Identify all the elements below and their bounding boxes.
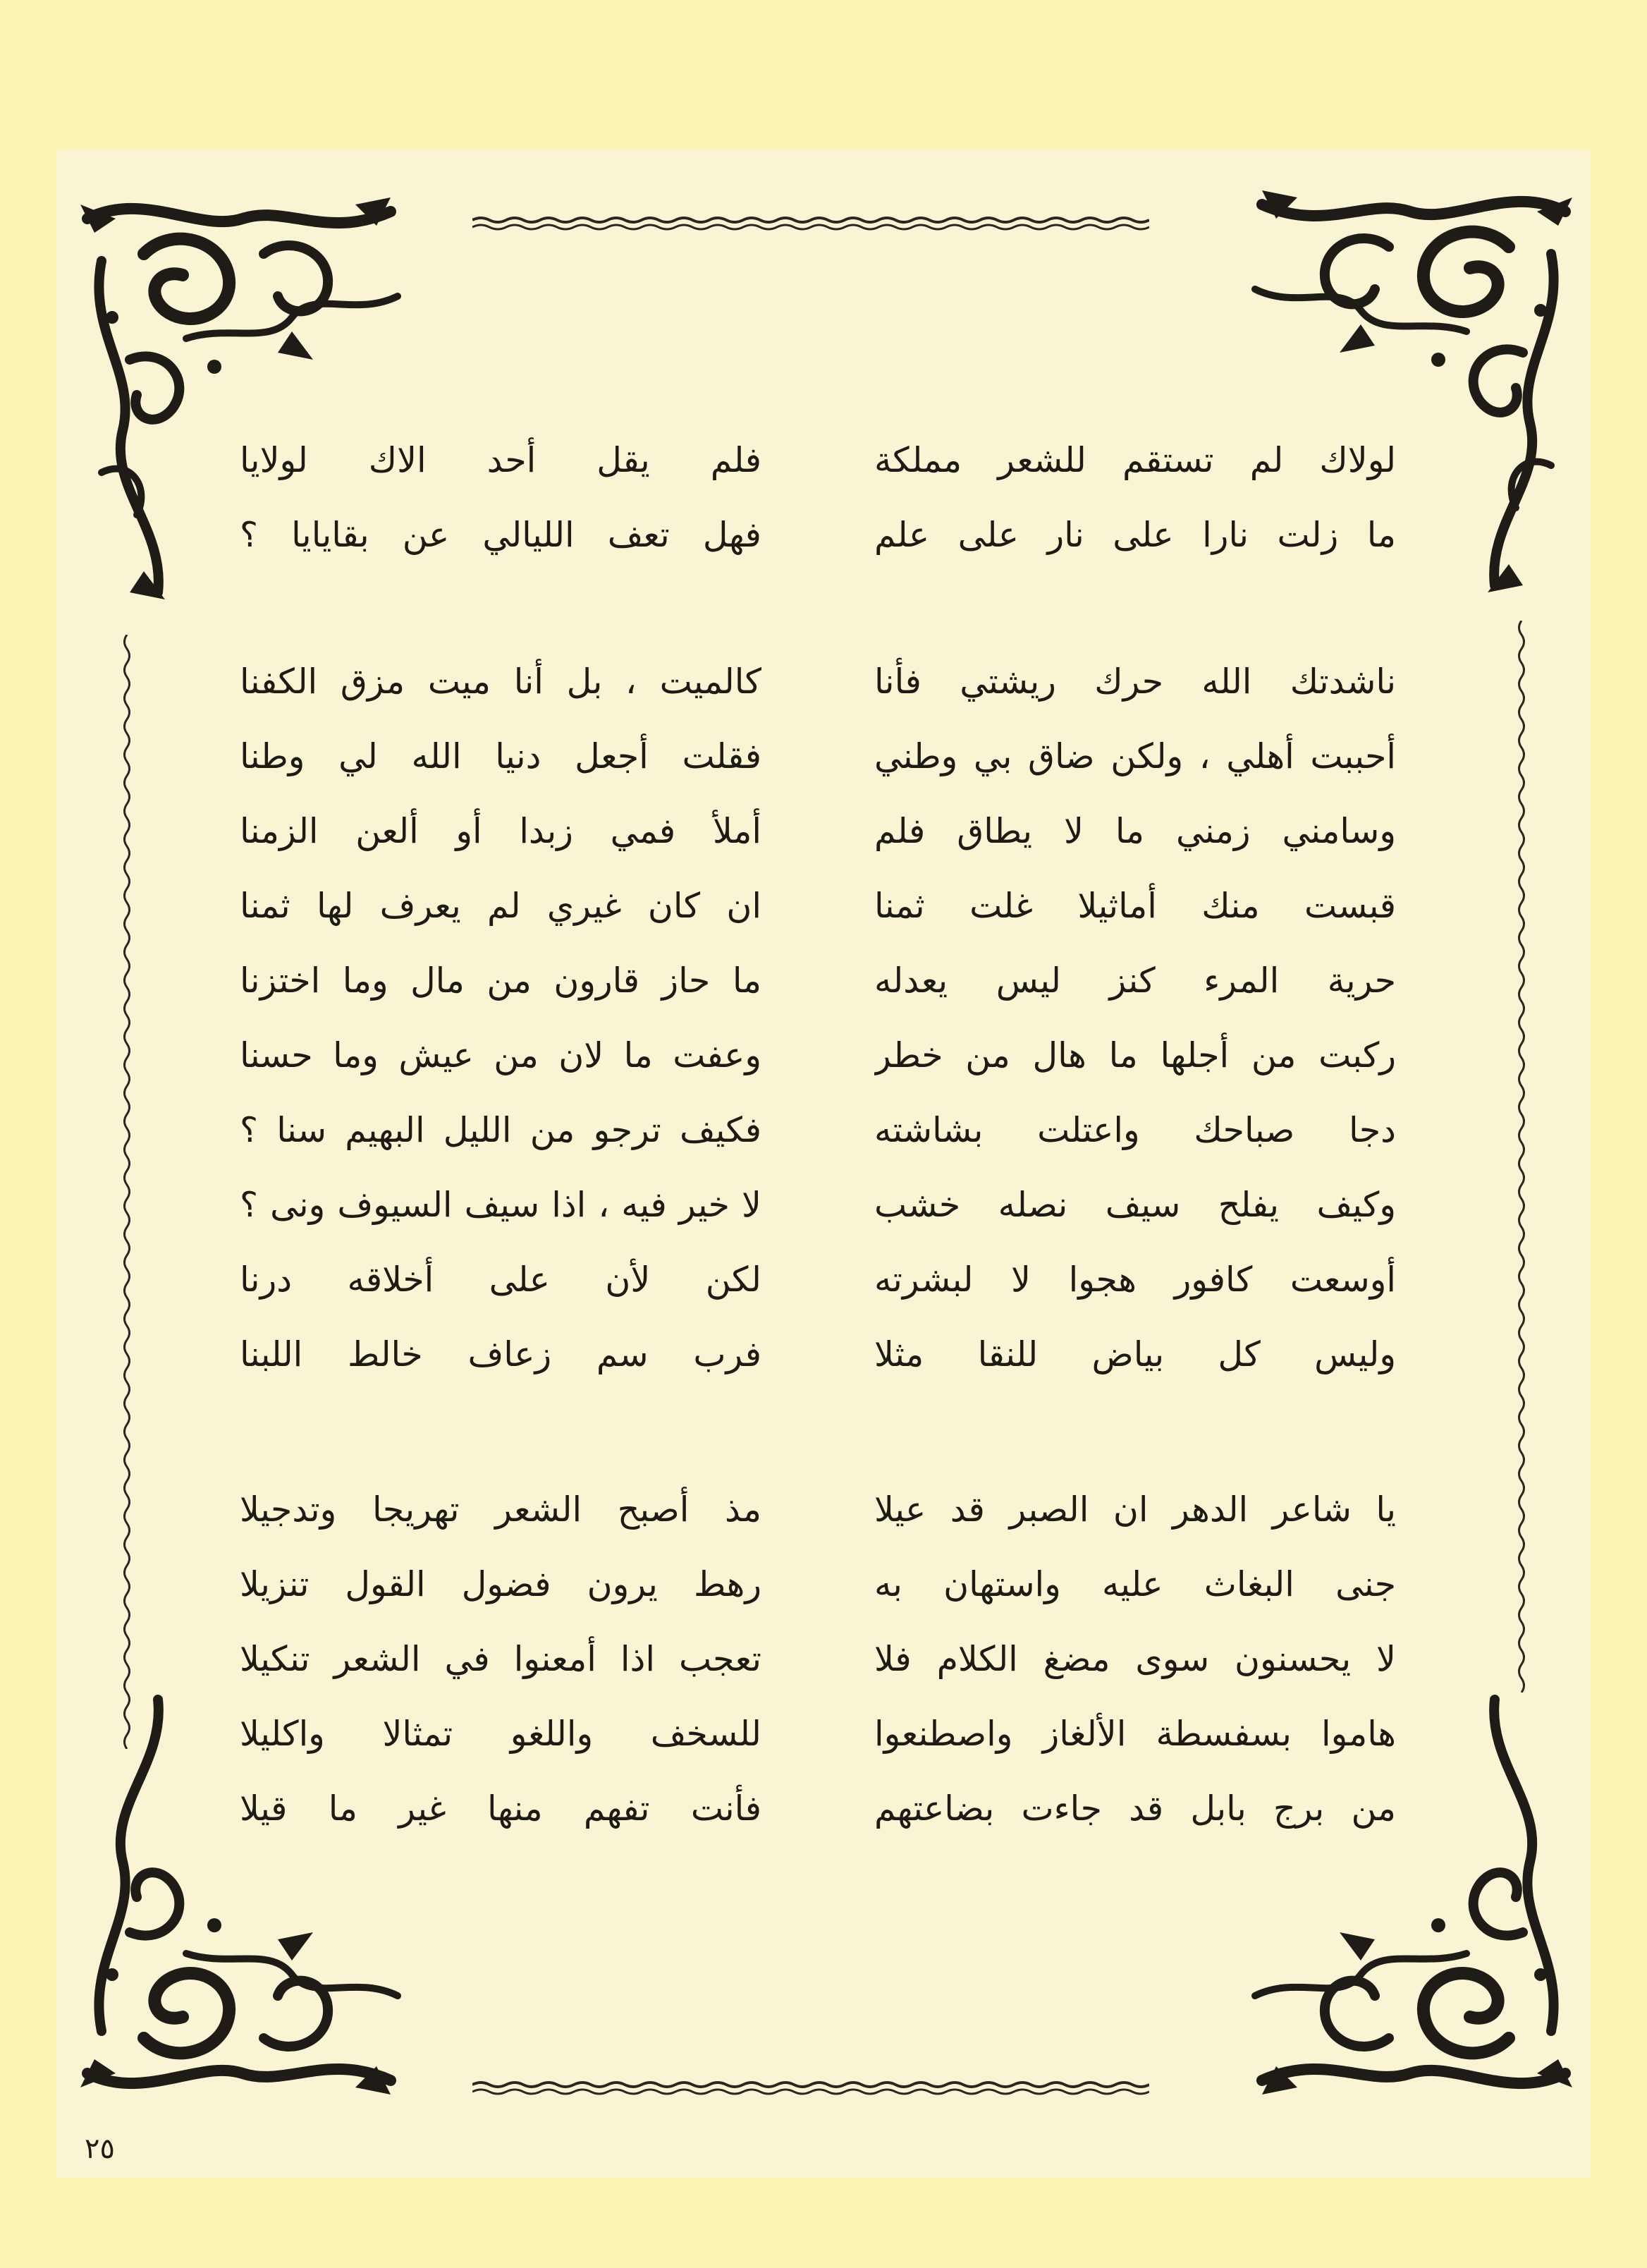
first-hemistich: لا يحسنون سوى مضغ الكلام فلا <box>874 1639 1396 1679</box>
second-hemistich: رهط يرون فضول القول تنزيلا <box>240 1564 761 1604</box>
verse-line <box>240 1093 1396 1168</box>
first-hemistich: من برج بابل قد جاءت بضاعتهم <box>874 1788 1396 1829</box>
verse-line <box>240 719 1396 794</box>
second-hemistich: فكيف ترجو من الليل البهيم سنا ؟ <box>240 1110 761 1150</box>
verse-line <box>240 944 1396 1018</box>
stanza-2 <box>240 645 1396 1392</box>
verse-line <box>240 1473 1396 1547</box>
second-hemistich: ما حاز قارون من مال وما اختزنا <box>240 961 761 1001</box>
verse-line <box>240 1168 1396 1243</box>
second-hemistich: فلم يقل أحد الاك لولايا <box>240 440 761 480</box>
second-hemistich: ان كان غيري لم يعرف لها ثمنا <box>240 886 761 926</box>
second-hemistich: فأنت تفهم منها غير ما قيلا <box>240 1788 761 1829</box>
verse-line <box>240 1018 1396 1093</box>
first-hemistich: يا شاعر الدهر ان الصبر قد عيلا <box>874 1489 1396 1530</box>
first-hemistich: هاموا بسفسطة الألغاز واصطنعوا <box>874 1714 1396 1754</box>
second-hemistich: أملأ فمي زبدا أو ألعن الزمنا <box>240 811 761 851</box>
verse-line <box>240 498 1396 573</box>
first-hemistich: وكيف يفلح سيف نصله خشب <box>874 1185 1396 1225</box>
second-hemistich: وعفت ما لان من عيش وما حسنا <box>240 1035 761 1075</box>
right-wave-rule <box>1514 621 1529 1693</box>
bottom-wave-rule <box>472 2079 1149 2097</box>
second-hemistich: كالميت ، بل أنا ميت مزق الكفنا <box>240 662 761 702</box>
stanza-3 <box>240 1473 1396 1846</box>
verse-line <box>240 869 1396 944</box>
first-hemistich: ركبت من أجلها ما هال من خطر <box>874 1035 1396 1075</box>
stanza-1 <box>240 423 1396 573</box>
first-hemistich: ما زلت نارا على نار على علم <box>874 515 1396 555</box>
second-hemistich: تعجب اذا أمعنوا في الشعر تنكيلا <box>240 1639 761 1679</box>
first-hemistich: أوسعت كافور هجوا لا لبشرته <box>874 1260 1396 1300</box>
verse-line <box>240 1622 1396 1697</box>
top-wave-rule <box>472 214 1149 233</box>
verse-line <box>240 1697 1396 1772</box>
second-hemistich: فهل تعف الليالي عن بقايايا ؟ <box>240 515 761 555</box>
first-hemistich: أحببت أهلي ، ولكن ضاق بي وطني <box>874 736 1396 776</box>
left-wave-rule <box>120 635 134 1749</box>
verse-line <box>240 1772 1396 1846</box>
page-number: ٢٥ <box>85 2133 115 2165</box>
second-hemistich: للسخف واللغو تمثالا واكليلا <box>240 1714 761 1754</box>
first-hemistich: وسامني زمني ما لا يطاق فلم <box>874 811 1396 851</box>
first-hemistich: لولاك لم تستقم للشعر مملكة <box>874 440 1396 480</box>
second-hemistich: فرب سم زعاف خالط اللبنا <box>240 1334 761 1374</box>
first-hemistich: جنى البغاث عليه واستهان به <box>874 1564 1396 1604</box>
second-hemistich: مذ أصبح الشعر تهريجا وتدجيلا <box>240 1489 761 1530</box>
verse-line <box>240 1547 1396 1622</box>
verse-line <box>240 1317 1396 1392</box>
verse-line <box>240 423 1396 498</box>
second-hemistich: لا خير فيه ، اذا سيف السيوف ونى ؟ <box>240 1185 761 1225</box>
first-hemistich: ناشدتك الله حرك ريشتي فأنا <box>874 662 1396 702</box>
second-hemistich: فقلت أجعل دنيا الله لي وطنا <box>240 736 761 776</box>
second-hemistich: لكن لأن على أخلاقه درنا <box>240 1260 761 1300</box>
first-hemistich: حرية المرء كنز ليس يعدله <box>874 961 1396 1001</box>
verse-line <box>240 794 1396 869</box>
first-hemistich: قبست منك أماثيلا غلت ثمنا <box>874 886 1396 926</box>
first-hemistich: دجا صباحك واعتلت بشاشته <box>874 1110 1396 1150</box>
first-hemistich: وليس كل بياض للنقا مثلا <box>874 1334 1396 1374</box>
verse-line <box>240 1243 1396 1317</box>
verse-line <box>240 645 1396 719</box>
